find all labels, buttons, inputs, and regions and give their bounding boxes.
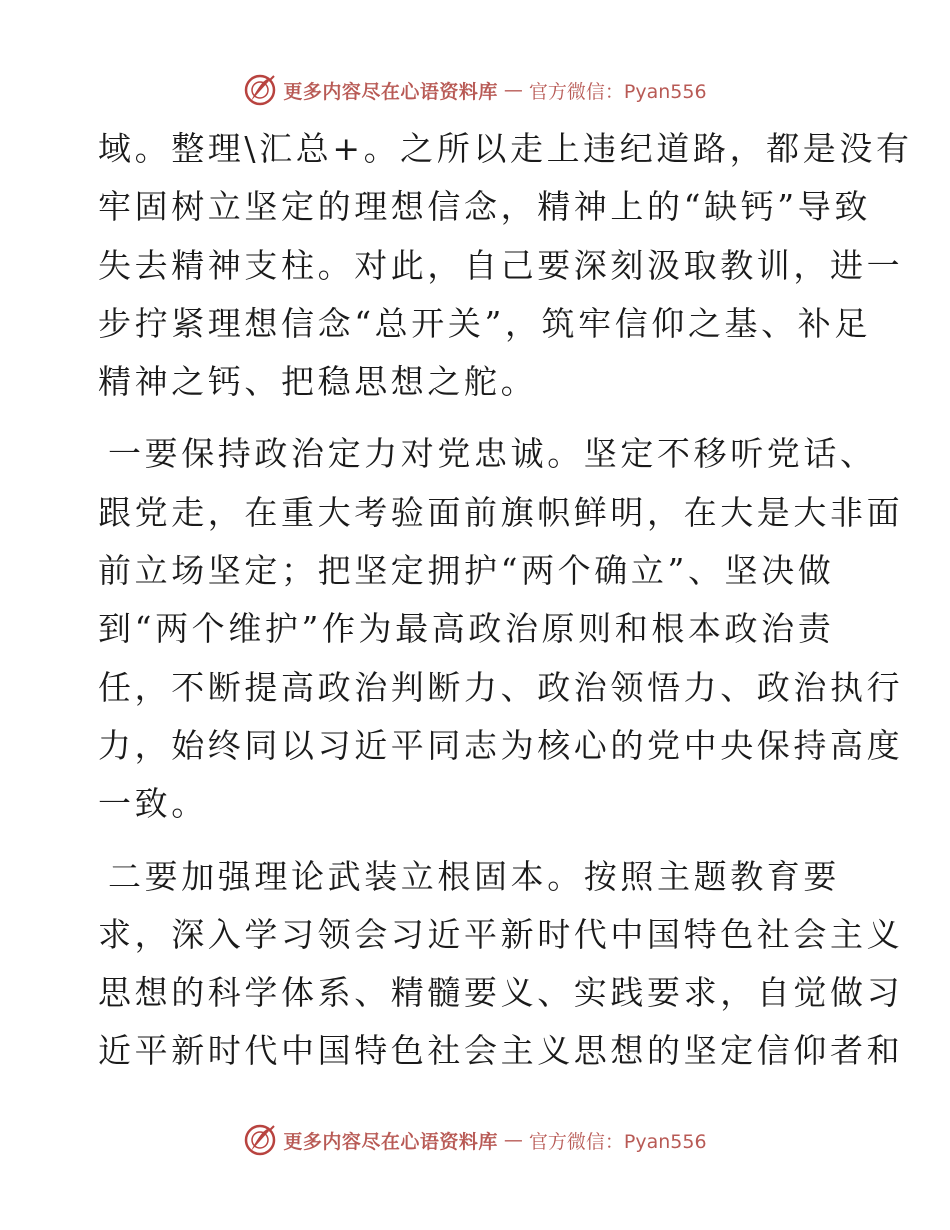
- quill-logo-icon: [243, 73, 277, 107]
- text-line: 求，深入学习领会习近平新时代中国特色社会主义: [98, 914, 904, 954]
- header-separator: —: [503, 79, 523, 101]
- footer-brand-text: 更多内容尽在心语资料库: [283, 1130, 498, 1153]
- text-line: 一要保持政治定力对党忠诚。坚定不移听党话、: [108, 434, 877, 474]
- text-line: 到“两个维护”作为最高政治原则和根本政治责: [98, 609, 835, 649]
- footer-watermark: [0, 1120, 950, 1160]
- text-line: 力，始终同以习近平同志为核心的党中央保持高度: [98, 725, 904, 765]
- paragraph-2: [98, 425, 904, 833]
- quill-logo-icon: [243, 1123, 277, 1157]
- text-line: 二要加强理论武装立根固本。按照主题教育要: [108, 856, 840, 896]
- text-line: 步拧紧理想信念“总开关”，筑牢信仰之基、补足: [98, 303, 871, 343]
- paragraph-1: [98, 120, 913, 411]
- document-body: [98, 120, 913, 1081]
- text-line: 思想的科学体系、精髓要义、实践要求，自觉做习: [98, 973, 904, 1013]
- footer-separator: —: [503, 1129, 523, 1151]
- header-wechat-text: 官方微信：Pyan556: [528, 80, 707, 103]
- text-line: 近平新时代中国特色社会主义思想的坚定信仰者和: [98, 1031, 904, 1071]
- header-watermark: [0, 70, 950, 110]
- paragraph-3: [98, 848, 904, 1081]
- text-line: 精神之钙、把稳思想之舵。: [98, 362, 538, 402]
- text-line: 跟党走，在重大考验面前旗帜鲜明，在大是大非面: [98, 492, 904, 532]
- footer-wechat-text: 官方微信：Pyan556: [528, 1130, 707, 1153]
- text-line: 牢固树立坚定的理想信念，精神上的“缺钙”导致: [98, 187, 871, 227]
- header-brand-text: 更多内容尽在心语资料库: [283, 80, 498, 103]
- text-line: 前立场坚定；把坚定拥护“两个确立”、坚决做: [98, 551, 835, 591]
- text-line: 失去精神支柱。对此，自己要深刻汲取教训，进一: [98, 245, 904, 285]
- text-line: 任，不断提高政治判断力、政治领悟力、政治执行: [98, 667, 904, 707]
- text-line: 域。整理\汇总+。之所以走上违纪道路，都是没有: [98, 129, 913, 168]
- text-line: 一致。: [98, 784, 208, 824]
